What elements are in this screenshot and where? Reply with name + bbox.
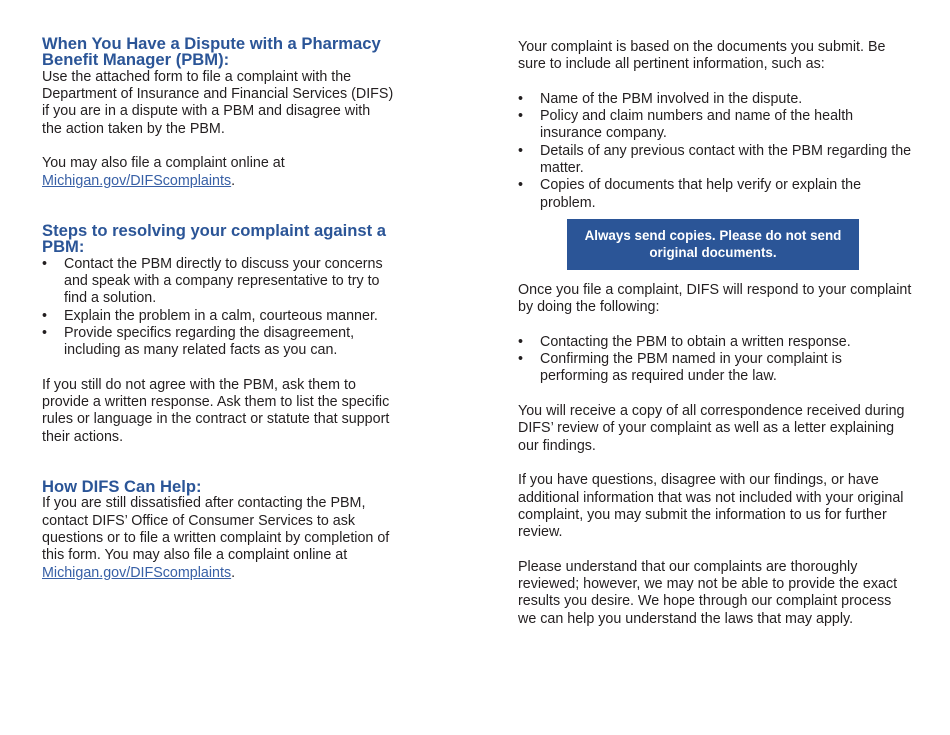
correspondence-text: You will receive a copy of all correspondence received during DIFS’ review of your complaint as well as a letter explaining our findings. bbox=[518, 403, 905, 454]
difs-actions-list bbox=[518, 334, 912, 386]
list-item: • Confirming the PBM named in your complaint is performing as required under the law. bbox=[518, 351, 912, 386]
left-column bbox=[42, 36, 394, 582]
difs-complaints-link[interactable]: Michigan.gov/DIFScomplaints bbox=[42, 172, 232, 189]
steps-heading: Steps to resolving your complaint against a PBM: bbox=[42, 220, 386, 257]
list-item: • Details of any previous contact with the PBM regarding the matter. bbox=[518, 143, 912, 178]
steps-section bbox=[42, 220, 394, 446]
list-item: • Contacting the PBM to obtain a written response. bbox=[518, 334, 912, 351]
understand-text: Please understand that our complaints are thoroughly reviewed; however, we may not be able to provide the exact results you desire. We hope through our complaint process we can help you understand the laws that may apply. bbox=[518, 558, 898, 627]
list-item: • Contact the PBM directly to discuss your concerns and speak with a company representative to try to find a solution. bbox=[42, 256, 394, 308]
documents-list bbox=[518, 91, 912, 212]
difs-complaints-link-2[interactable]: Michigan.gov/DIFScomplaints bbox=[42, 564, 232, 581]
right-column bbox=[518, 39, 912, 628]
pbm-dispute-section bbox=[42, 36, 394, 190]
questions-text: If you have questions, disagree with our findings, or have additional information that was not included with your original complaint, you may submit the information to us for further review. bbox=[518, 472, 904, 541]
difs-help-body: If you are still dissatisfied after contacting the PBM, contact DIFS’ Office of Consumer Services to ask questions or to file a written complaint by completion of this form. You may also file a complaint online at Michigan.gov/DIFScomplaints. bbox=[42, 495, 390, 581]
list-item: • Name of the PBM involved in the dispute. bbox=[518, 91, 912, 108]
documents-intro: Your complaint is based on the documents you submit. Be sure to include all pertinent information, such as: bbox=[518, 39, 886, 73]
send-copies-notice: Always send copies. Please do not send original documents. bbox=[567, 219, 859, 270]
pbm-dispute-body: Use the attached form to file a complaint with the Department of Insurance and Financial Services (DIFS) if you are in a dispute with a PBM and disagree with the action taken by the PBM. bbox=[42, 68, 394, 137]
list-item: • Policy and claim numbers and name of the health insurance company. bbox=[518, 108, 912, 143]
pbm-dispute-heading: When You Have a Dispute with a Pharmacy Benefit Manager (PBM): bbox=[42, 34, 381, 70]
difs-help-section bbox=[42, 476, 394, 582]
online-complaint-prefix: You may also file a complaint online at bbox=[42, 155, 285, 172]
list-item: • Explain the problem in a calm, courteous manner. bbox=[42, 308, 394, 325]
written-response-text: If you still do not agree with the PBM, ask them to provide a written response. Ask them to list the specific rules or language in the contract or statute that support their actions. bbox=[42, 376, 390, 445]
list-item: • Copies of documents that help verify or explain the problem. bbox=[518, 177, 912, 212]
difs-help-text: If you are still dissatisfied after contacting the PBM, contact DIFS’ Office of Consumer Services to ask questions or to file a written complaint by completion of this form. You may also file a complaint online at bbox=[42, 495, 390, 564]
online-complaint-text: You may also file a complaint online at Michigan.gov/DIFScomplaints. bbox=[42, 155, 285, 189]
list-item: • Provide specifics regarding the disagreement, including as many related facts as you can. bbox=[42, 325, 394, 360]
steps-list bbox=[42, 256, 394, 360]
difs-respond-text: Once you file a complaint, DIFS will respond to your complaint by doing the following: bbox=[518, 281, 912, 316]
difs-help-heading: How DIFS Can Help: bbox=[42, 476, 202, 496]
